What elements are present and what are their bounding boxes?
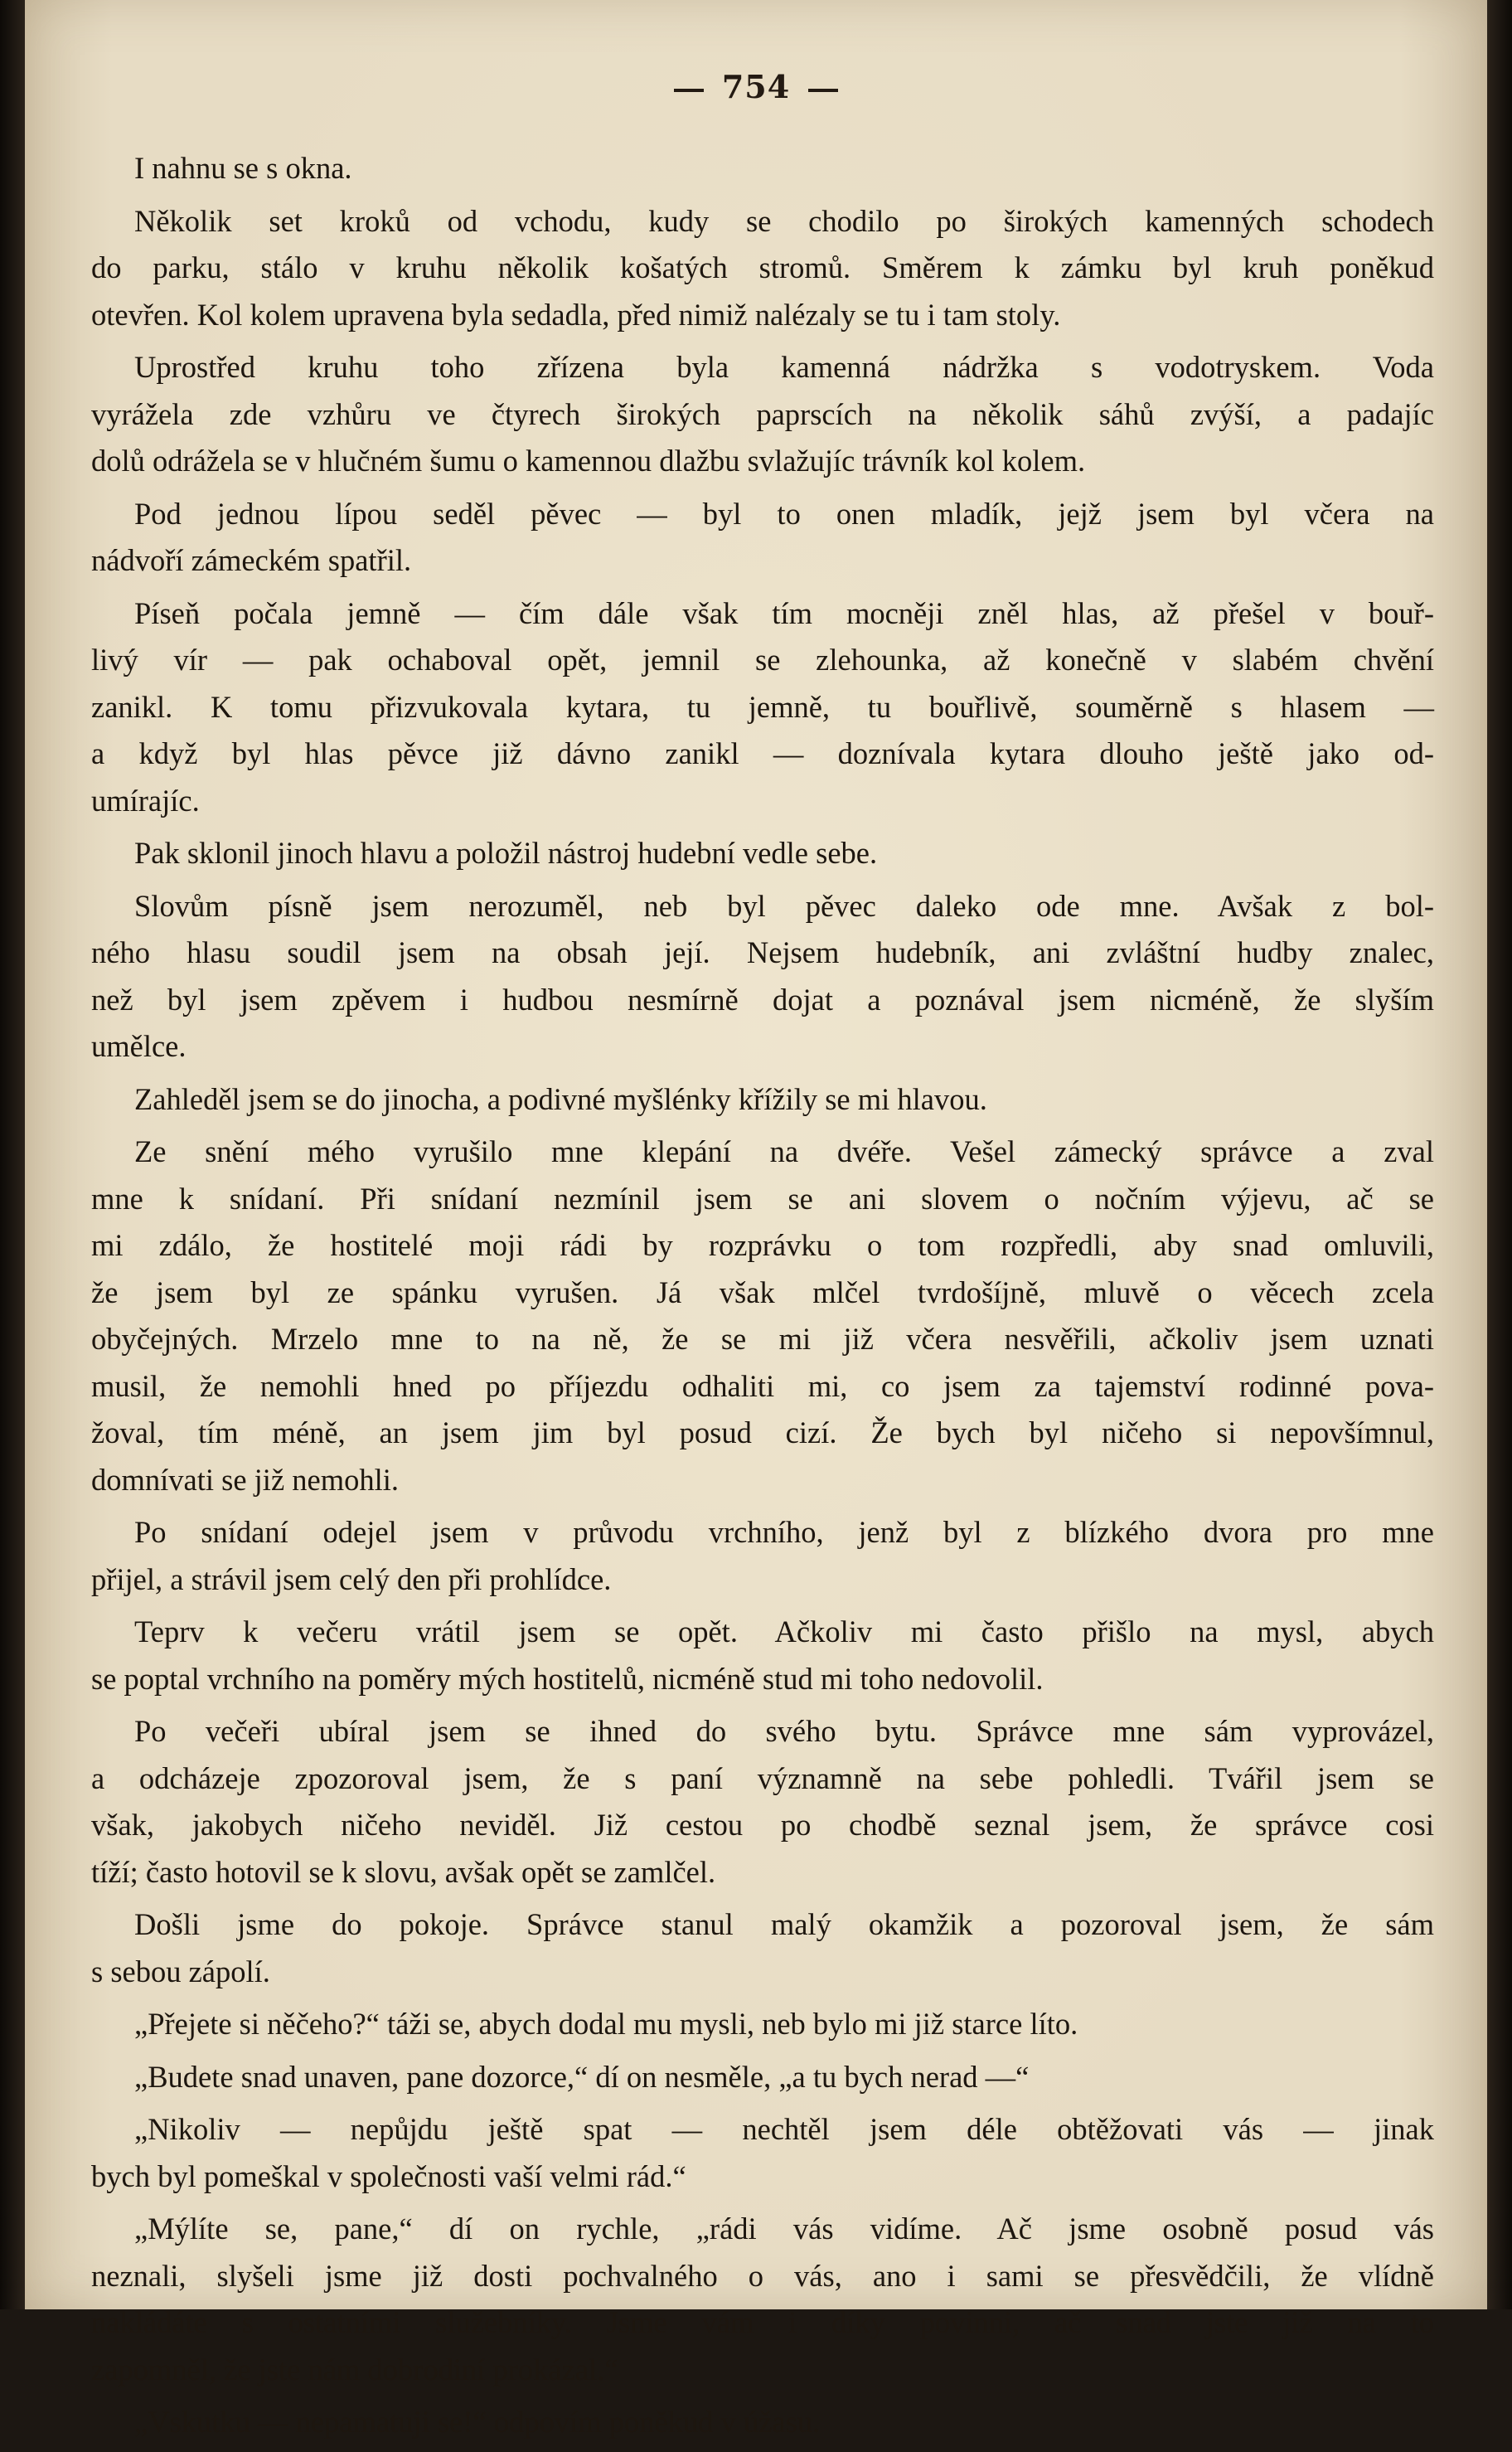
text-line: umírajíc.: [91, 783, 200, 818]
text-line: a odcházeje zpozoroval jsem, že s paní významně na sebe pohledli. Tvářil jsem se: [91, 1760, 1434, 1795]
text-line: I nahnu se s okna.: [134, 151, 352, 185]
text-line: Píseň počala jemně — čím dále však tím mocněji zněl hlas, až přešel v bouř-: [134, 595, 1434, 630]
page-number-header: [25, 68, 1487, 105]
text-line: tíží; často hotovil se k slovu, avšak opět se zamlčel.: [91, 1854, 716, 1889]
paragraph: [91, 1076, 1434, 1124]
text-line: Uprostřed kruhu toho zřízena byla kamenná nádržka s vodotryskem. Voda: [134, 350, 1434, 384]
text-line: Pak sklonil jinoch hlavu a položil nástroj hudební vedle sebe.: [134, 836, 878, 870]
text-line: „Přejete si něčeho?“ táži se, abych dodal mu mysli, neb bylo mi již starce líto.: [134, 2007, 1078, 2041]
paragraph: [91, 2206, 1434, 2393]
text-line: Pod jednou lípou seděl pěvec — byl to onen mladík, jejž jsem byl včera na: [134, 496, 1434, 531]
text-line: „Mýlíte se, pane,“ dí on rychle, „rádi vás vidíme. Ač jsme osobně posud vás: [134, 2212, 1434, 2246]
paragraph: [91, 590, 1434, 825]
paragraph: [91, 1609, 1434, 1702]
paragraph: [91, 145, 1434, 192]
text-line: bych byl pomeškal v společnosti vaší velmi rád.“: [91, 2158, 686, 2193]
text-line: mi zdálo, že hostitelé moji rádi by rozprávku o tom rozpředli, aby snad omluvili,: [91, 1228, 1434, 1262]
paragraph: [91, 491, 1434, 585]
text-line: se poptal vrchního na poměry mých hostitelů, nicméně stud mi toho nedovolil.: [91, 1661, 1044, 1696]
text-line: ného hlasu soudil jsem na obsah její. Nejsem hudebník, ani zvláštní hudby znalec,: [91, 935, 1434, 969]
dash-right: [808, 89, 838, 92]
text-line: Po snídaní odejel jsem v průvodu vrchního, jenž byl z blízkého dvora pro mne: [134, 1515, 1434, 1549]
text-line: nakládáte s ostatními služebníky. Jsme vám i díky povinni, ač snad jste již na to: [91, 2305, 1434, 2339]
text-line: obyčejných. Mrzelo mne to na ně, že se mi již včera nesvěřili, ačkoliv jsem uznati: [91, 1322, 1434, 1356]
book-page: [25, 0, 1487, 2439]
text-line: domnívati se již nemohli.: [91, 1462, 400, 1497]
paragraph: [91, 2054, 1434, 2101]
paragraph: [91, 1708, 1434, 1896]
dash-left: [674, 89, 704, 92]
text-line: Zahleděl jsem se do jinocha, a podivné myšlénky křížily se mi hlavou.: [134, 1081, 987, 1116]
text-line: nádvoří zámeckém spatřil.: [91, 543, 412, 577]
text-line: „Budete snad unaven, pane dozorce,“ dí on nesměle, „a tu bych nerad —“: [134, 2059, 1030, 2094]
text-line: mne k snídaní. Při snídaní nezmínil jsem se ani slovem o nočním výjevu, ač se: [91, 1181, 1434, 1216]
paragraph: [91, 883, 1434, 1071]
text-line: Ze snění mého vyrušilo mne klepání na dvéře. Vešel zámecký správce a zval: [134, 1134, 1434, 1168]
paragraph: [91, 2399, 1434, 2446]
text-line: vyrážela zde vzhůru ve čtyrech širokých paprscích na několik sáhů zvýší, a padajíc: [91, 396, 1434, 431]
text-line: „Nikoliv — nepůjdu ještě spat — nechtěl jsem déle obtěžovati vás — jinak: [134, 2112, 1434, 2146]
text-line: „Vskutku — nepamatuji se!“ odpovím poněkud v úžasu.: [134, 2405, 821, 2439]
text-line: Došli jsme do pokoje. Správce stanul malý okamžik a pozoroval jsem, že sám: [134, 1907, 1434, 1941]
text-line: že jsem byl ze spánku vyrušen. Já však mlčel tvrdošíjně, mluvě o věcech zcela: [91, 1275, 1434, 1309]
text-line: livý vír — pak ochaboval opět, jemnil se zlehounka, až konečně v slabém chvění: [91, 643, 1434, 677]
text-line: než byl jsem zpěvem i hudbou nesmírně dojat a poznával jsem nicméně, že slyším: [91, 982, 1434, 1017]
text-line: dolů odrážela se v hlučném šumu o kamennou dlažbu svlažujíc trávník kol kolem.: [91, 444, 1086, 478]
body-text: [91, 145, 1434, 2452]
paragraph: [91, 830, 1434, 877]
paragraph: [91, 198, 1434, 339]
text-line: do parku, stálo v kruhu několik košatých stromů. Směrem k zámku byl kruh poněkud: [91, 250, 1434, 284]
text-line: Po večeři ubíral jsem se ihned do svého bytu. Správce mne sám vyprovázel,: [134, 1714, 1434, 1748]
text-line: však, jakobych ničeho neviděl. Již cestou po chodbě seznal jsem, že správce cosi: [91, 1808, 1434, 1842]
paragraph: [91, 1509, 1434, 1603]
text-line: musil, že nemohli hned po příjezdu odhaliti mi, co jsem za tajemství rodinné pova-: [91, 1368, 1434, 1403]
text-line: Slovům písně jsem nerozuměl, neb byl pěvec daleko ode mne. Avšak z bol-: [134, 888, 1434, 923]
paragraph: [91, 1129, 1434, 1503]
text-line: otevřen. Kol kolem upravena byla sedadla, před nimiž nalézaly se tu i tam stoly.: [91, 297, 1061, 332]
page-edge-shadow: [1487, 0, 1512, 2309]
text-line: Několik set kroků od vchodu, kudy se chodilo po širokých kamenných schodech: [134, 203, 1434, 238]
page-number: 754: [721, 68, 791, 105]
paragraph: [91, 2001, 1434, 2048]
text-line: umělce.: [91, 1029, 187, 1063]
paragraph: [91, 344, 1434, 485]
text-line: žoval, tím méně, an jsem jim byl posud cizí. Že bych byl ničeho si nepovšímnul,: [91, 1415, 1434, 1449]
paragraph: [91, 1901, 1434, 1995]
text-line: přijel, a strávil jsem celý den při prohlídce.: [91, 1561, 612, 1596]
text-line: neznali, slyšeli jsme již dosti pochvalného o vás, ano i sami se přesvědčili, že vlídně: [91, 2258, 1434, 2293]
text-line: zanikl. K tomu přizvukovala kytara, tu jemně, tu bouřlivě, souměrně s hlasem —: [91, 689, 1434, 724]
text-line: Teprv k večeru vrátil jsem se opět. Ačkoliv mi často přišlo na mysl, abych: [134, 1614, 1434, 1648]
book-spine-shadow: [0, 0, 25, 2309]
text-line: zapomněl, že jste nám dobrodiní prokázal.“: [91, 2352, 618, 2386]
text-line: a když byl hlas pěvce již dávno zanikl — doznívala kytara dlouho ještě jako od-: [91, 736, 1434, 770]
text-line: s sebou zápolí.: [91, 1954, 270, 1988]
paragraph: [91, 2106, 1434, 2200]
